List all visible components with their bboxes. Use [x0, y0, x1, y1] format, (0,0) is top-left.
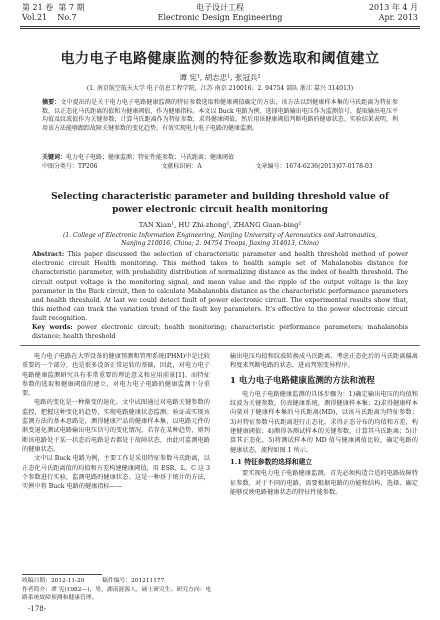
- english-keywords: [32, 323, 408, 341]
- abstract-divider: [20, 345, 420, 346]
- english-keywords-text: power electronic circuit; health monitoring; characteristic performance parameters; mahalanobis distance; health threshold: [32, 324, 408, 341]
- body-paragraph: 文中以 Buck 电路为例，主要工作是采用特征参数马氏距离，以正态化马氏距离值的均值和方差构建健康阈值，用 ESR、L、C 这 3 个参数进行实验，监测电路的健康状态。这是一种基于统计的方法，实例中将 Buck 电路的健康指标——: [22, 455, 210, 491]
- journal-name-en: Electronic Design Engineering: [157, 13, 283, 22]
- chinese-keywords-label: 关键词：: [42, 154, 67, 161]
- body-paragraph: 电力电子电路在大型设备的健康预测和管理系统(PHM)中是比较重要的一个部分，也是很多设备正常运转的基础，因此，对电力电子电路健康监测研究具有非常重要的理论意义和应用前景[1]。而特征参数的选取和健康阈值的建立，对电力电子电路的健康监测十分重要。: [22, 353, 210, 398]
- english-authors: TAN Xian¹, HU Zhi-zhong¹, ZHANG Guan-bing²: [138, 221, 302, 229]
- class-number: 中图分类号：TP206: [42, 163, 98, 170]
- chinese-abstract-text: 文中提出的是关于电力电子电路健康监测的特征参数选取和健康阈值确定的方法，该方法以到健康样本集的马氏距离为特征参数，以正态化马氏距离的值和为健康阈值，作为健康指标。本文以 Buck 电路为例，选择电路输出电压作为监测信号，提取输出电压平均值及纹波值作为关键参数，计算马氏距离作为特征参数，求得健康阈值。然后用该健康阈值判断电路的健康状态。实验结果表明，利用该方法能够跟踪故障关键参数的变化趋势，有效实现电力电子电路的健康监测。: [42, 99, 398, 132]
- english-abstract-text: This paper discussed the selection of characteristic parameter and health threshold method of power electronic circuit Health monitoring. This method takes to health sample set of Mahalanobis distance for characteristic parameter, with probability distribution of normalizing distance as the index of health threshold. The circuit output voltage is the monitoring signal, and mean value and the ripple of the output voltage is the key parameter in the Buck circuit, then to calculate Mahalanobis distance as the characteristic performance parameters and health threshold. At last we could detect fault of power electronic circuit. The experimental results show that, this method can track the variation trend of the fault key parameters. It's effective to the power electronic circuit fault recognition.: [32, 251, 408, 323]
- chinese-authors: 谭 宪¹, 胡志忠¹, 张冠兵²: [179, 73, 261, 82]
- body-column-left: [22, 352, 210, 491]
- header-rule-thin: [20, 28, 420, 29]
- footnote-rule: [22, 574, 102, 575]
- body-paragraph: 要实现电力电子电路健康监测，首先必须构造合适的电路故障特征参数，对于不同的电路，需要根据电路的功能和结构，选择、确定能够反映电路健康状态的特征性能参数。: [230, 470, 418, 496]
- volume-issue: [22, 3, 85, 23]
- author-bio: 作者简介：谭 宪(1982—)，男，湖南涟源人，硕士研究生。研究方向：电路系统故障预测和健康管理。: [22, 587, 212, 601]
- body-column-right: [230, 352, 418, 497]
- chinese-keywords: [42, 154, 398, 163]
- body-paragraph: 电路的变化是一种渐变的退化。文中试图通过对电路关键参数的监控，把握这种变化的趋势，实现电路健康状态监测。验证或实现该监测方法的基本思路是，测得健康产品的健康样本集，以电路元件的渐变退化测试电路输出电压信号的变化情况，若存在某种趋势，则判断该电路处于某一状态后电路是否都处于故障状态，由此可监测电路的健康状态。: [22, 399, 210, 453]
- header-rule: [20, 26, 420, 27]
- body-paragraph: 输出电压均值和纹波转换成马氏距离，考虑正态化后的马氏距离偏离程度来判断电路的状态，进而判别变异程序。: [230, 353, 418, 370]
- received-date: 收稿日期：2012-11-20: [22, 578, 85, 584]
- issue-cn: 第 7 期: [58, 3, 85, 12]
- english-affiliation: (1. College of Electronic Information Engineering, Nanjing University of Aeronautics and Astronautics, Nanjing 210016, China; 2. 94754 Troops, Jiaxing 314013, China): [63, 232, 377, 247]
- chinese-abstract: [42, 99, 398, 133]
- chinese-abstract-label: 摘要：: [42, 99, 61, 106]
- page-number: -178-: [28, 605, 47, 613]
- english-abstract-label: Abstract:: [32, 251, 65, 258]
- date-cn: 2013 年 4 月: [368, 3, 418, 12]
- chinese-affiliation: (1. 南京航空航天大学 电子信息工程学院，江苏 南京 210016；2. 94754 部队 浙江 嘉兴 314013): [86, 85, 354, 92]
- body-paragraph: 电力电子电路健康监测的具体步骤为：1)确定输出电压的均值和纹波为关键参数，仿真健康系统，测得健康样本集；2)求得健康样本向量对于健康样本集的马氏距离(MD)，以该马氏距离为特征参数；3)对特征参数马氏距离进行正态化，求得正态分布的均值和方差，构建健康阈值；4)测得各测试样本的关键参数，计算其马氏距离；5)计算其正态化，5)将测试样本的 MD 值与健康阈值比较，确定电路的健康状态，流程如图 1 所示。: [230, 390, 418, 454]
- journal-name-cn: 电子设计工程: [196, 3, 244, 12]
- manuscript-number: 稿件编号：201211177: [102, 578, 165, 584]
- section-heading: 1 电力电子电路健康监测的方法和流程: [230, 375, 375, 386]
- chinese-title: 电力电子电路健康监测的特征参数选取和阈值建立: [60, 51, 380, 67]
- english-title: Selecting characteristic parameter and building threshold value of power electronic circuit health monitoring: [51, 192, 389, 215]
- running-header: [0, 0, 440, 28]
- document-code: 文献标识码：A: [161, 163, 202, 170]
- english-abstract: [32, 250, 408, 324]
- chinese-keywords-text: 电力电子电路；健康监测；特征性能参数；马氏距离；健康阈值: [66, 154, 235, 161]
- volume-en: Vol.21: [22, 13, 48, 22]
- issue-en: No.7: [57, 13, 77, 22]
- volume-cn: 第 21 卷: [22, 3, 54, 12]
- english-keywords-label: Key words:: [32, 324, 73, 331]
- journal-name: [150, 3, 290, 23]
- article-number: 文章编号：1674-6236(2013)07-0178-03: [255, 163, 373, 170]
- classification-line: [42, 163, 398, 172]
- date-en: Apr. 2013: [378, 13, 418, 22]
- issue-date: [369, 3, 418, 23]
- subsection-heading: 1.1 特征参数的选择和建立: [230, 457, 313, 466]
- received-line: [22, 577, 212, 585]
